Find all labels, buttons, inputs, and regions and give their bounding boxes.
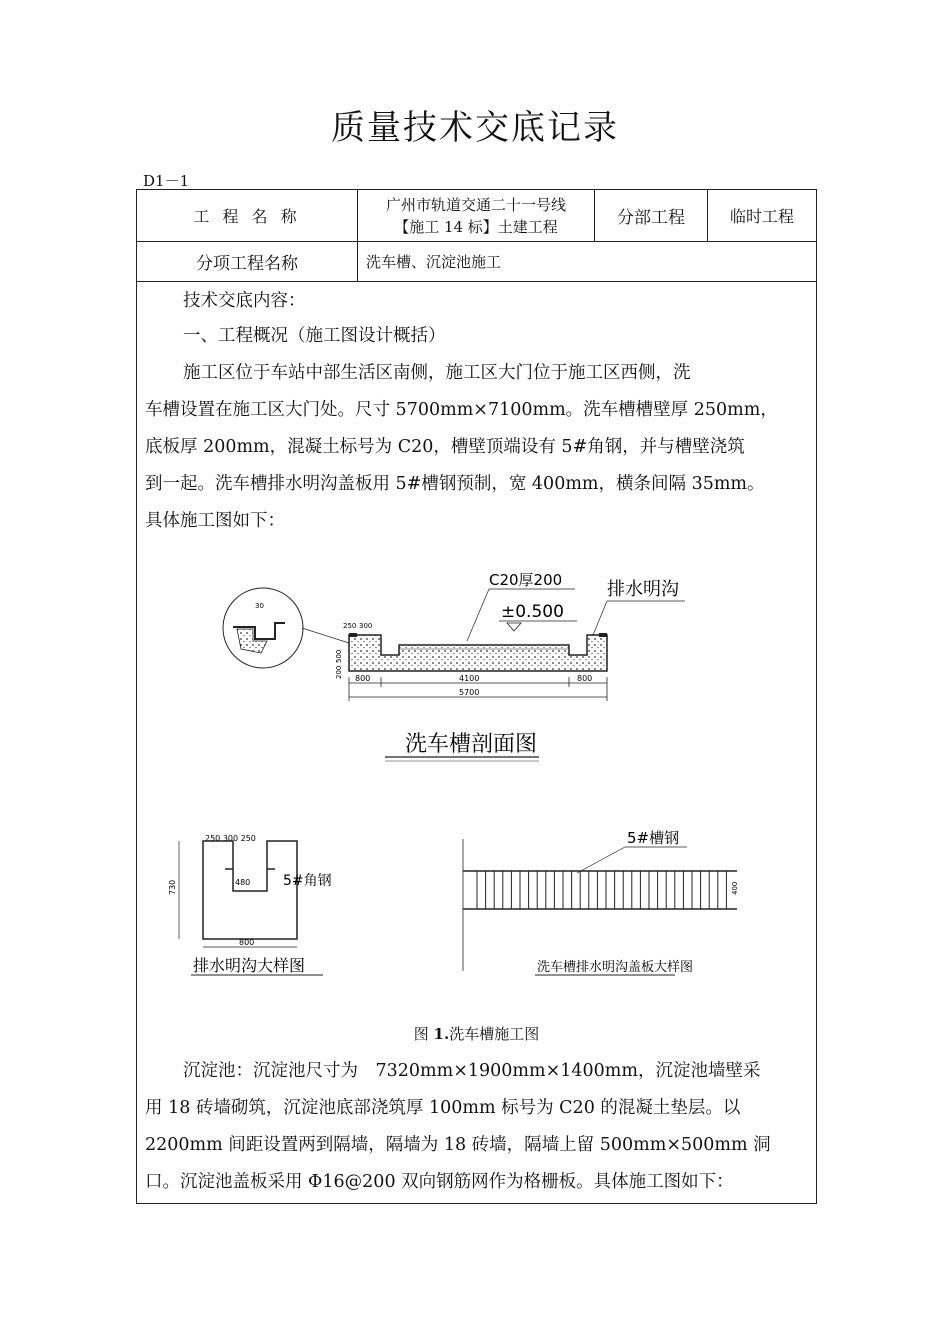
content-box [136,281,817,1204]
figure-caption [137,1023,816,1044]
caption-number: 1. [433,1025,450,1043]
dim-800-right: 800 [577,674,593,683]
dim-300-text: 300 [359,622,373,630]
project-name-label: 工 程 名 称 [137,190,358,242]
division-label: 分部工程 [595,190,708,242]
car-wash-drawing [137,571,816,1031]
para1-line5: 具体施工图如下： [145,511,285,531]
ditch-detail-drawing [168,834,332,975]
elevation-label: ±0.500 [501,602,564,622]
cover-title: 洗车槽排水明沟盖板大样图 [537,960,694,975]
division-value: 临时工程 [708,190,817,242]
para1-line3: 底板厚 200mm，混凝土标号为 C20，槽壁顶端设有 5#角钢，并与槽壁浇筑 [145,437,745,457]
ditch-label: 排水明沟 [607,579,679,600]
para2-line3: 2200mm 间距设置两到隔墙，隔墙为 18 砖墙，隔墙上留 500mm×500mm 洞 [145,1135,771,1155]
dim-500-text: 500 [335,649,343,663]
content-heading: 技术交底内容： [183,291,306,311]
section-overview-heading: 一、工程概况（施工图设计概括） [183,326,446,346]
project-name-value [358,190,595,242]
item-name-value: 洗车槽、沉淀池施工 [358,242,817,282]
cover-bars [477,871,726,909]
caption-prefix: 图 [413,1025,434,1043]
car-wash-section [335,571,685,701]
corner-detail-circle [223,588,349,668]
detail-730-text: 730 [168,879,177,895]
item-name-label: 分项工程名称 [137,242,358,282]
para1-line1: 施工区位于车站中部生活区南侧，施工区大门位于施工区西侧，洗 [183,363,691,383]
detail-angle-label: 5#角钢 [283,873,332,889]
para2-line2: 用 18 砖墙砌筑，沉淀池底部浇筑厚 100mm 标号为 C20 的混凝土垫层。以 [145,1098,741,1118]
dim-5700: 5700 [459,688,480,697]
section-title: 洗车槽剖面图 [405,732,538,757]
header-table [136,189,817,282]
detail-480-text: 480 [235,878,251,887]
para1-line4: 到一起。洗车槽排水明沟盖板用 5#槽钢预制，宽 400mm，横条间隔 35mm。 [145,474,765,494]
dim-30-text: 30 [255,602,264,610]
project-name-line1: 广州市轨道交通二十一号线 [385,195,566,214]
dim-800-left: 800 [355,674,371,683]
para2-line1: 沉淀池：沉淀池尺寸为 7320mm×1900mm×1400mm，沉淀池墙壁采 [183,1061,761,1081]
para1-line2: 车槽设置在施工区大门处。尺寸 5700mm×7100mm。洗车槽槽壁厚 250mm， [145,400,778,420]
cover-label: 5#槽钢 [627,829,680,847]
document-number: D1－1 [143,172,190,190]
cover-plate-drawing [463,829,739,975]
detail-800-text: 800 [239,938,255,947]
detail-title: 排水明沟大样图 [193,956,306,975]
para2-line4: 口。沉淀池盖板采用 Φ16@200 双向钢筋网作为格栅板。具体施工图如下： [145,1172,734,1192]
c20-label: C20厚200 [489,571,563,589]
cover-dim-text: 400 [731,881,739,895]
dim-4100: 4100 [459,674,480,683]
project-name-line2: 【施工 14 标】土建工程 [394,217,558,236]
dim-200-text: 200 [335,665,343,679]
dim-250-text: 250 [343,622,357,630]
document-title: 质量技术交底记录 [331,108,619,148]
caption-text: 洗车槽施工图 [449,1025,540,1043]
detail-top-dims: 250 300 250 [205,834,256,843]
